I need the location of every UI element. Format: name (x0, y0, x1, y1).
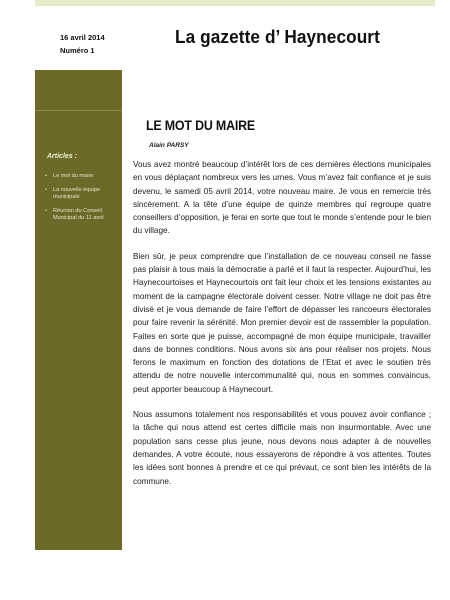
article-list-item: • La nouvelle équipe municipale (45, 187, 121, 201)
article-list (45, 173, 121, 229)
issue-number: Numéro 1 (60, 46, 95, 55)
sidebar (35, 70, 122, 550)
article-paragraph: Bien sûr, je peux comprendre que l’installation de ce nouveau conseil ne fasse pas plaisir à tous mais la démocratie a parlé et il faut la respecter. Aujourd’hui, les Haynecourtoises et Haynecourtois ont fait leur choix et les tensions existantes au moment de la campagne électorale doivent cesser. Notre village ne doit pas être divisé et je vous demande de faire l’effort de dépasser les rancoeurs électorales pour faire revenir la sérénité. Mon premier devoir est de rassembler la population. Faites en sorte que je puisse, accompagné de mon équipe municipale, travailler dans de bonnes conditions. Nous avons six ans pour réaliser nos projets. Nous ferons le maximum en fonction des dotations de l’Etat et avec le soutien très attendu de notre nouvelle intercommunalité qui, nous en sommes convaincus, peut apporter beaucoup à Haynecourt. (133, 251, 431, 394)
issue-date: 16 avril 2014 (60, 33, 105, 42)
article (133, 118, 431, 488)
sidebar-divider (35, 110, 122, 111)
article-title: LE MOT DU MAIRE (146, 118, 256, 133)
newsletter-title: La gazette d’ Haynecourt (175, 26, 380, 47)
masthead (35, 6, 435, 70)
article-paragraph: Vous avez montré beaucoup d’intérêt lors de ces dernières élections municipales en vous déplaçant nombreux vers les urnes. Vous m’avez fait confiance et je suis devenu, le samedi 05 avril 2014, votre nouveau maire. Je vous en remercie très sincèrement. A la tête d’une équipe de quinze membres qui regroupe quatre conseillers d’opposition, je ferai en sorte que tout le monde s’entende pour le bien du village. (133, 160, 431, 236)
article-paragraph: Nous assumons totalement nos responsabilités et vous pouvez avoir confiance ; la tâche qui nous attend est certes difficile mais non insurmontable. Avec une population sans cesse plus jeune, nous devons nous adapter à de nouvelles demandes. A votre écoute, nous essayerons de répondre à vos attentes. Toutes les idées sont bonnes à prendre et ce qui prévaut, ce sont bien les intérêts de la commune. (133, 410, 431, 486)
sidebar-heading: Articles : (47, 153, 77, 160)
article-list-item: • Le mot du maire (45, 173, 121, 180)
article-list-item: • Réunion du Conseil Municipal du 11 avril (45, 208, 121, 222)
issue-meta (60, 31, 105, 57)
article-author: Alain PARSY (149, 142, 189, 149)
